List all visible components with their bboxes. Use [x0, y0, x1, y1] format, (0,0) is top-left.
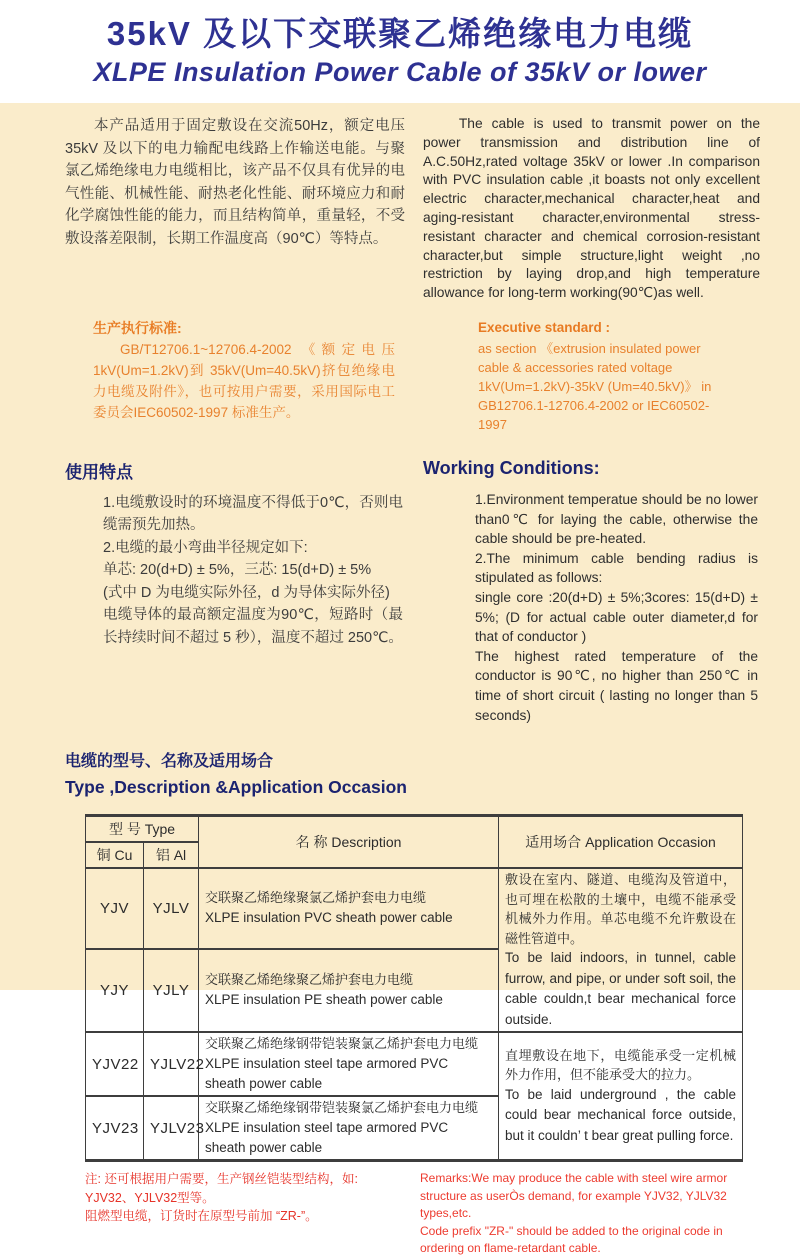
- note-en-line: Remarks:We may produce the cable with steel wire armor structure as userÒs demand, for example YJV32, YJLV32 types,etc.: [420, 1171, 728, 1221]
- features-column-zh: [65, 458, 405, 725]
- cell-code-al: YJLV22: [144, 1032, 199, 1096]
- working-conditions-line: 2.The minimum cable bending radius is stipulated as follows:: [475, 550, 758, 586]
- table-row: [86, 868, 743, 948]
- description-en: XLPE insulation PVC sheath power cable: [205, 910, 453, 926]
- standard-section: [65, 319, 755, 434]
- description-en: XLPE insulation steel tape armored PVC sheath power cable: [205, 1056, 449, 1092]
- standard-heading-zh: 生产执行标准:: [93, 319, 182, 336]
- cell-application: [499, 868, 743, 1032]
- features-line: 1.电缆敷设时的环境温度不得低于0℃，否则电缆需预先加热。: [103, 494, 403, 534]
- description-en: XLPE insulation steel tape armored PVC sheath power cable: [205, 1120, 449, 1156]
- features-section: [65, 457, 758, 725]
- description-zh: 交联聚乙烯绝缘钢带铠装聚氯乙烯护套电力电缆: [205, 1036, 479, 1052]
- section-heading-zh: 电缆的型号、名称及适用场合: [65, 753, 274, 771]
- working-conditions-body: [475, 490, 758, 725]
- intro-column-zh: [65, 115, 405, 303]
- features-body-zh: [103, 492, 403, 650]
- note-zh-line: 阻燃型电缆，订货时在原型号前加 “ZR-”。: [85, 1209, 318, 1224]
- features-heading-zh: 使用特点: [65, 462, 133, 482]
- application-en: To be laid indoors, in tunnel, cable furrow, and pipe, or under soft soil, the cable couldn,t bear mechanical force outside.: [505, 950, 737, 1027]
- working-conditions-column: [423, 458, 760, 725]
- cell-code-al: YJLV: [144, 868, 199, 948]
- table-header-cu: 铜 Cu: [86, 842, 144, 868]
- standard-block-en: [478, 319, 724, 434]
- features-line: 单芯: 20(d+D) ± 5%，三芯: 15(d+D) ± 5%: [103, 562, 372, 579]
- description-zh: 交联聚乙烯绝缘聚乙烯护套电力电缆: [205, 972, 414, 988]
- features-line: (式中 D 为电缆实际外径，d 为导体实际外径): [103, 584, 390, 601]
- cell-description: [199, 868, 499, 948]
- cell-description: [199, 949, 499, 1033]
- application-zh: 直埋敷设在地下，电缆能承受一定机械外力作用，但不能承受大的拉力。: [505, 1047, 737, 1083]
- working-conditions-heading: Working Conditions:: [423, 457, 600, 478]
- intro-column-en: [423, 115, 760, 303]
- standard-block-zh: [93, 319, 395, 423]
- type-table: [85, 814, 743, 1162]
- table-header-al: 铝 Al: [144, 842, 199, 868]
- intro-paragraph-zh: 本产品适用于固定敷设在交流50Hz，额定电压35kV 及以下的电力输配电线路上作输送电能。与聚氯乙烯绝缘电力电缆相比，该产品不仅具有优异的电气性能、机械性能、耐热老化性能、耐环境应力和耐化学腐蚀性能的能力，而且结构简单，重量轻，不受敷设落差限制，长期工作温度高（90℃）等特点。: [65, 118, 405, 247]
- table-header-application: 适用场合 Application Occasion: [499, 816, 743, 869]
- working-conditions-line: 1.Environment temperatue should be no lower than0℃ for laying the cable, otherwise the cable should be pre-heated.: [475, 491, 758, 547]
- type-section-heading: [65, 751, 755, 799]
- footnotes: [65, 1170, 755, 1258]
- note-zh: [85, 1170, 407, 1258]
- note-zh-line: 注: 还可根据用户需要，生产钢丝铠装型结构，如: YJV32、YJLV32型等。: [85, 1172, 358, 1205]
- page-title-zh: 35kV 及以下交联聚乙烯绝缘电力电缆: [106, 15, 694, 52]
- standard-body-zh: GB/T12706.1~12706.4-2002 《额定电压 1kV(Um=1.2kV)到 35kV(Um=40.5kV)挤包绝缘电力电缆及附件》，也可按用户需要，采用国际电工委员会IEC60502-1997 标准生产。: [93, 341, 395, 420]
- application-en: To be laid underground , the cable could bear mechanical force outside, but it couldn’ t bear great pulling force.: [505, 1086, 737, 1143]
- working-conditions-line: single core :20(d+D) ± 5%;3cores: 15(d+D) ± 5%; (D for actual cable outer diameter,d for that of conductor ): [475, 589, 758, 645]
- cell-code-cu: YJV: [86, 868, 144, 948]
- cell-code-al: YJLV23: [144, 1096, 199, 1161]
- features-line: 2.电缆的最小弯曲半径规定如下:: [103, 539, 308, 556]
- table-header-row-1: [86, 816, 743, 843]
- page-header: [0, 0, 800, 103]
- cell-code-cu: YJV23: [86, 1096, 144, 1161]
- note-en-line: Code prefix "ZR-" should be added to the original code in ordering on flame-retardant cable.: [420, 1223, 723, 1256]
- intro-paragraph-en: The cable is used to transmit power on the power transmission and distribution line of A.C.50Hz,rated voltage 35kV or lower .In comparison with PVC insulation cable ,it boasts not only excellent electric character,mechanical character,heat and aging-resistant character,environmental stress-resistant character and chemical corrosion-resistant character,but simple structure,light weight ,no restriction by laying drop,and high temperature allowance for long-term working(90℃)as well.: [423, 116, 760, 301]
- application-zh: 敷设在室内、隧道、电缆沟及管道中，也可埋在松散的土壤中，电缆不能承受机械外力作用。单芯电缆不允许敷设在磁性管道中。: [505, 872, 737, 946]
- page-title-en: XLPE Insulation Power Cable of 35kV or lower: [93, 57, 707, 87]
- cell-description: [199, 1096, 499, 1161]
- section-heading-en: Type ,Description &Application Occasion: [65, 777, 407, 798]
- note-en: [420, 1170, 760, 1258]
- working-conditions-line: The highest rated temperature of the conductor is 90℃, no higher than 250℃ in time of short circuit ( lasting no longer than 5 seconds): [475, 648, 758, 723]
- content-sheet: [0, 103, 800, 1256]
- table-header-type: 型 号 Type: [86, 816, 199, 843]
- cell-application: [499, 1032, 743, 1161]
- cell-description: [199, 1032, 499, 1096]
- standard-body-en: as section 《extrusion insulated power cable & accessories rated voltage 1kV(Um=1.2kV)-35kV (Um=40.5kV)》 in GB12706.1-12706.4-2002 or IEC60502-1997: [478, 340, 712, 432]
- cell-code-al: YJLY: [144, 949, 199, 1033]
- description-zh: 交联聚乙烯绝缘钢带铠装聚氯乙烯护套电力电缆: [205, 1100, 479, 1116]
- intro-section: [65, 115, 760, 303]
- standard-heading-en: Executive standard :: [478, 319, 611, 335]
- cell-code-cu: YJY: [86, 949, 144, 1033]
- standard-column-zh: [65, 319, 405, 434]
- description-en: XLPE insulation PE sheath power cable: [205, 992, 443, 1008]
- standard-column-en: [423, 319, 760, 434]
- table-header-description: 名 称 Description: [199, 816, 499, 869]
- cell-code-cu: YJV22: [86, 1032, 144, 1096]
- description-zh: 交联聚乙烯绝缘聚氯乙烯护套电力电缆: [205, 890, 427, 906]
- table-row: [86, 1032, 743, 1096]
- features-line: 电缆导体的最高额定温度为90℃，短路时（最长持续时间不超过 5 秒），温度不超过 250℃。: [103, 607, 403, 646]
